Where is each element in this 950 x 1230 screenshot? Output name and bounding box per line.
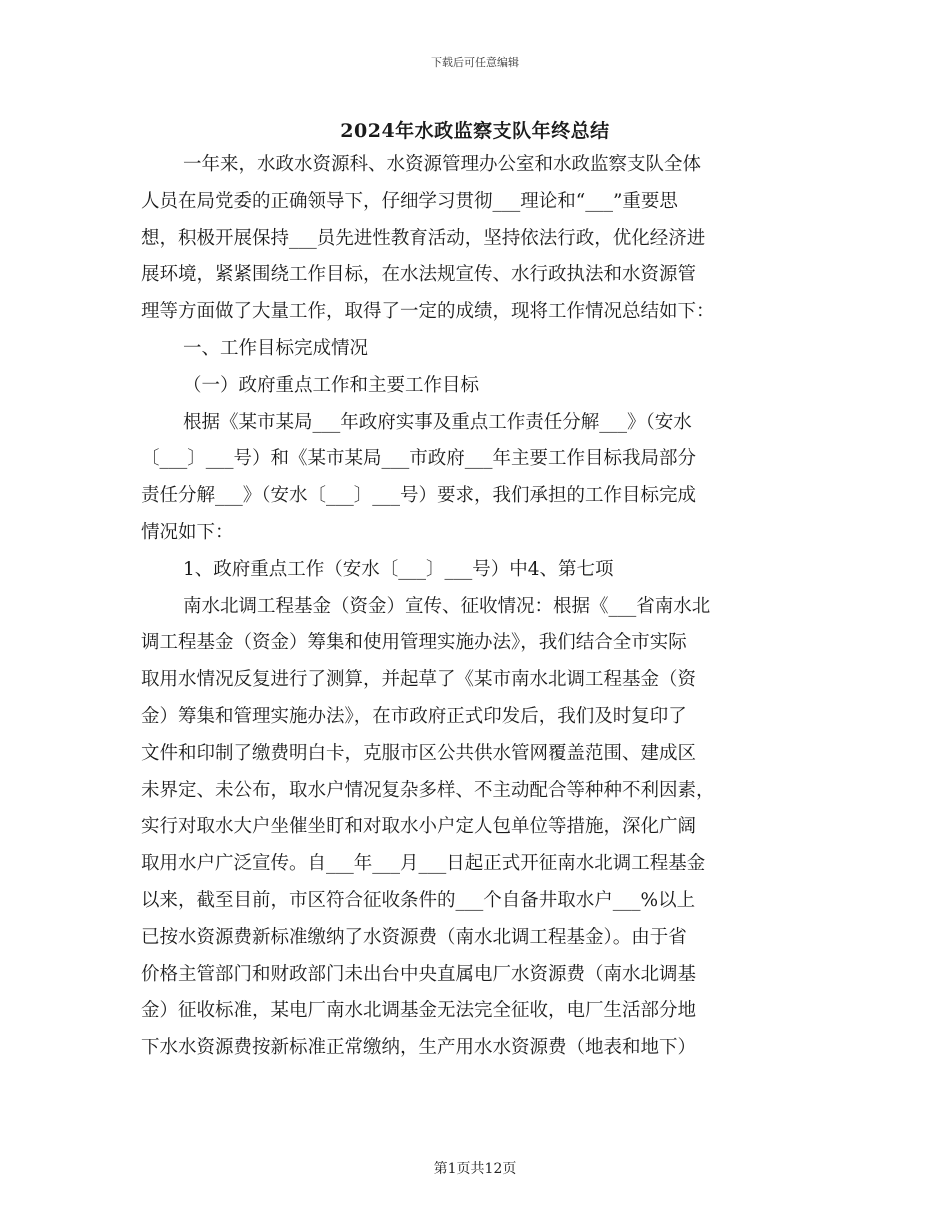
paragraph-line: 取用水户广泛宣传。自___年___月___日起正式开征南水北调工程基金 — [141, 853, 706, 875]
document-title: 2024年水政监察支队年终总结 — [340, 120, 610, 142]
paragraph-line: 人员在局党委的正确领导下，仔细学习贯彻___理论和“___”重要思 — [141, 190, 678, 212]
paragraph-line: 文件和印制了缴费明白卡，克服市区公共供水管网覆盖范围、建成区 — [141, 742, 697, 764]
item-heading: 1、政府重点工作（安水〔___〕___号）中4、第七项 — [183, 558, 614, 580]
paragraph-line: 〔___〕___号）和《某市某局___市政府___年主要工作目标我局部分 — [141, 448, 697, 470]
paragraph-line: 责任分解___》（安水〔___〕___号）要求，我们承担的工作目标完成 — [141, 485, 697, 507]
paragraph-line: 一年来，水政水资源科、水资源管理办公室和水政监察支队全体 — [183, 154, 702, 175]
page-footer: 第1页共12页 — [433, 1161, 517, 1177]
paragraph-line: 已按水资源费新标准缴纳了水资源费（南水北调工程基金）。由于省 — [141, 926, 687, 948]
section-heading: 一、工作目标完成情况 — [183, 337, 369, 359]
paragraph-line: 展环境，紧紧围绕工作目标，在水法规宣传、水行政执法和水资源管 — [141, 264, 697, 286]
paragraph-line: 南水北调工程基金（资金）宣传、征收情况：根据《___省南水北 — [183, 595, 711, 617]
header-note: 下载后可任意编辑 — [431, 56, 519, 69]
paragraph-line: 调工程基金（资金）筹集和使用管理实施办法》，我们结合全市实际 — [141, 632, 687, 654]
paragraph-line: 理等方面做了大量工作，取得了一定的成绩，现将工作情况总结如下： — [141, 301, 715, 323]
subsection-heading: （一）政府重点工作和主要工作目标 — [183, 374, 480, 396]
paragraph-line: 取用水情况反复进行了测算，并起草了《某市南水北调工程基金（资 — [141, 669, 697, 691]
paragraph-line: 价格主管部门和财政部门未出台中央直属电厂水资源费（南水北调基 — [141, 963, 697, 985]
paragraph-line: 金）征收标准，某电厂南水北调基金无法完全征收，电厂生活部分地 — [141, 1000, 697, 1022]
document-body — [141, 147, 809, 1067]
paragraph-line: 未界定、未公布，取水户情况复杂多样、不主动配合等种种不利因素， — [141, 779, 715, 801]
paragraph-line: 根据《某市某局___年政府实事及重点工作责任分解___》（安水 — [183, 411, 692, 433]
paragraph-line: 下水水资源费按新标准正常缴纳，生产用水水资源费（地表和地下） — [141, 1037, 697, 1059]
paragraph-line: 以来，截至目前，市区符合征收条件的___个自备井取水户___%以上 — [141, 889, 696, 911]
paragraph-line: 情况如下： — [141, 521, 234, 543]
paragraph-line: 实行对取水大户坐催坐盯和对取水小户定人包单位等措施，深化广阔 — [141, 816, 697, 838]
paragraph-line: 金）筹集和管理实施办法》，在市政府正式印发后，我们及时复印了 — [141, 705, 687, 727]
paragraph-line: 想，积极开展保持___员先进性教育活动，坚持依法行政，优化经济进 — [141, 227, 706, 249]
